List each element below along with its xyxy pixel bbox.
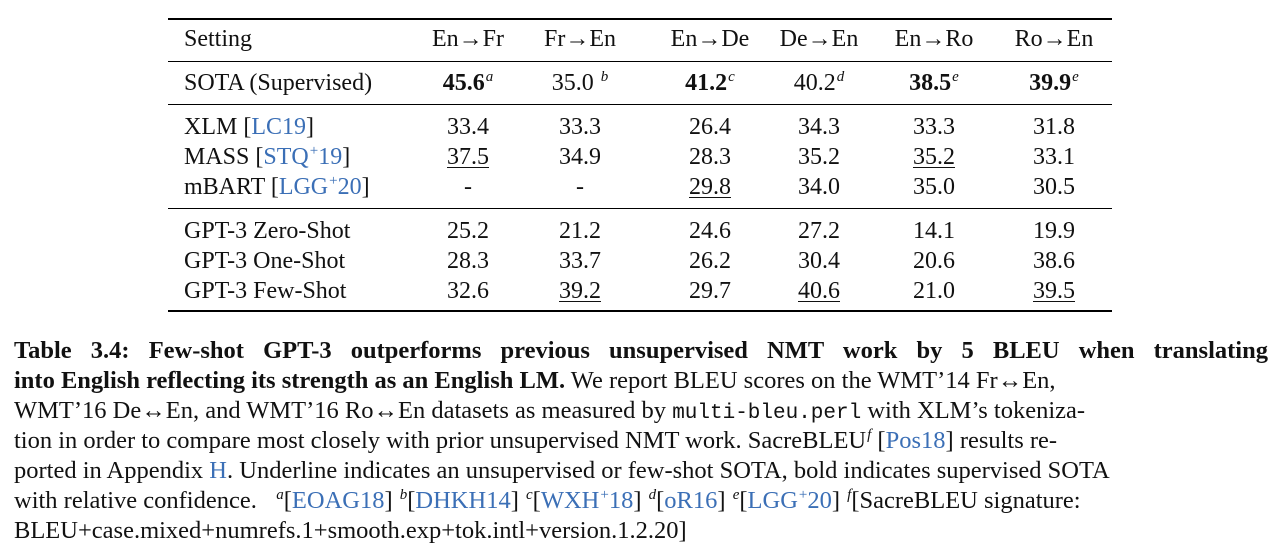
table-cell: 21.2 [559, 218, 601, 244]
caption-line: tion in order to compare most closely with prior unsupervised NMT work. SacreBLEU$^f$ [Pos18] results re- [14, 427, 1058, 454]
table-cell: 32.6 [447, 278, 489, 304]
table-row-xlm [168, 112, 1112, 142]
table-cell: 29.8 [689, 174, 731, 200]
citation-link[interactable]: LGG+20 [747, 487, 832, 514]
table-cell: 35.0 [913, 174, 955, 200]
table-cell: 38.6 [1033, 248, 1075, 274]
citation-link[interactable]: LGG+20 [278, 173, 362, 200]
table-cell: - [464, 174, 472, 200]
table-cell: 38.5e [909, 69, 959, 96]
row-label: mBART [LGG+20] [184, 173, 370, 200]
table-cell: 19.9 [1033, 218, 1075, 244]
citation-link[interactable]: EOAG18 [291, 487, 385, 514]
table-cell: 33.4 [447, 114, 489, 140]
table-cell: 45.6$^a$ [442, 69, 494, 96]
table-caption [14, 336, 1268, 546]
table-row-gpt3-one [168, 246, 1112, 276]
header-fr-en: Fr→En [544, 26, 616, 52]
header-en-fr: En→Fr [432, 26, 504, 52]
caption-line: BLEU+case.mixed+numrefs.1+smooth.exp+tok.intl+version.1.2.20] [14, 517, 687, 544]
table-cell: 39.2 [559, 278, 601, 304]
table-cell: 20.6 [913, 248, 955, 274]
table-cell: 28.3 [689, 144, 731, 170]
table-cell: 14.1 [913, 218, 955, 244]
table-cell: 35.0 $^b$ [551, 69, 609, 96]
table-top-rule [168, 18, 1112, 20]
caption-line: Table 3.4: Few-shot GPT-3 outperforms previous unsupervised NMT work by 5 BLEU when translating [14, 337, 1268, 364]
table-cell: 33.1 [1033, 144, 1075, 170]
header-de-en: De→En [779, 26, 859, 52]
header-rule [168, 61, 1112, 62]
table-cell: 35.2 [798, 144, 840, 170]
table-cell: 34.0 [798, 174, 840, 200]
row-label: MASS [STQ+19] [184, 143, 351, 170]
table-cell: 24.6 [689, 218, 731, 244]
table-cell: 37.5 [447, 144, 489, 170]
table-cell: 33.7 [559, 248, 601, 274]
table-row-mass [168, 142, 1112, 172]
table-cell: 40.6 [798, 278, 840, 304]
citation-link[interactable]: DHKH14 [415, 487, 511, 514]
sota-rule [168, 104, 1112, 105]
table-cell: 30.4 [798, 248, 840, 274]
table-row-mbart [168, 172, 1112, 202]
header-en-de: En→De [670, 26, 750, 52]
table-bottom-rule [168, 310, 1112, 312]
group-rule [168, 208, 1112, 209]
table-cell: 30.5 [1033, 174, 1075, 200]
table-cell: 34.9 [559, 144, 601, 170]
citation-link[interactable]: WXH+18 [540, 487, 634, 514]
row-label: GPT-3 Few-Shot [184, 278, 347, 304]
code-text: multi-bleu.perl [672, 402, 862, 425]
header-setting: Setting [184, 26, 253, 52]
citation-link[interactable]: STQ+19 [263, 143, 343, 170]
table-cell: 27.2 [798, 218, 840, 244]
table-cell: 26.2 [689, 248, 731, 274]
table-row-gpt3-few [168, 276, 1112, 306]
citation-link[interactable]: LC19 [251, 114, 307, 140]
caption-line: with relative confidence. $^a$[EOAG18] $^b$[DHKH14] $^c$[WXH+18] $^d$[oR16] $^e$[LGG+20] $^f$[SacreBLEU signature: [14, 487, 1081, 514]
caption-line: into English reflecting its strength as an English LM. We report BLEU scores on the WMT’14 Fr↔En, [14, 367, 1056, 394]
table-cell: 41.2$^c$ [685, 69, 735, 96]
table-cell: 25.2 [447, 218, 489, 244]
table-cell: 34.3 [798, 114, 840, 140]
row-label: SOTA (Supervised) [184, 70, 373, 96]
caption-line: ported in Appendix H. Underline indicates an unsupervised or few-shot SOTA, bold indicates supervised SOTA [14, 457, 1110, 484]
table-cell: 33.3 [559, 114, 601, 140]
row-label: GPT-3 One-Shot [184, 248, 346, 274]
table-header-row [168, 24, 1112, 54]
table-cell: 35.2 [913, 144, 955, 170]
table-cell: 28.3 [447, 248, 489, 274]
table-cell: 31.8 [1033, 114, 1075, 140]
citation-link[interactable]: oR16 [664, 487, 718, 514]
table-cell: 26.4 [689, 114, 731, 140]
row-label: GPT-3 Zero-Shot [184, 218, 351, 244]
table-cell: 33.3 [913, 114, 955, 140]
citation-link[interactable]: Pos18 [885, 427, 946, 454]
caption-line: WMT’16 De↔En, and WMT’16 Ro↔En datasets as measured by multi-bleu.perl with XLM’s tokeniza- [14, 397, 1086, 425]
header-ro-en: Ro→En [1014, 26, 1094, 52]
table-cell: 21.0 [913, 278, 955, 304]
header-en-ro: En→Ro [894, 26, 974, 52]
table-cell: - [576, 174, 584, 200]
sota-row [168, 68, 1112, 98]
table-row-gpt3-zero [168, 216, 1112, 246]
table-cell: 39.5 [1033, 278, 1075, 304]
row-label: XLM [LC19] [184, 114, 315, 140]
table-cell: 29.7 [689, 278, 731, 304]
table-cell: 40.2$^d$ [793, 69, 845, 96]
table-cell: 39.9e [1029, 69, 1079, 96]
appendix-link[interactable]: H [209, 457, 227, 484]
